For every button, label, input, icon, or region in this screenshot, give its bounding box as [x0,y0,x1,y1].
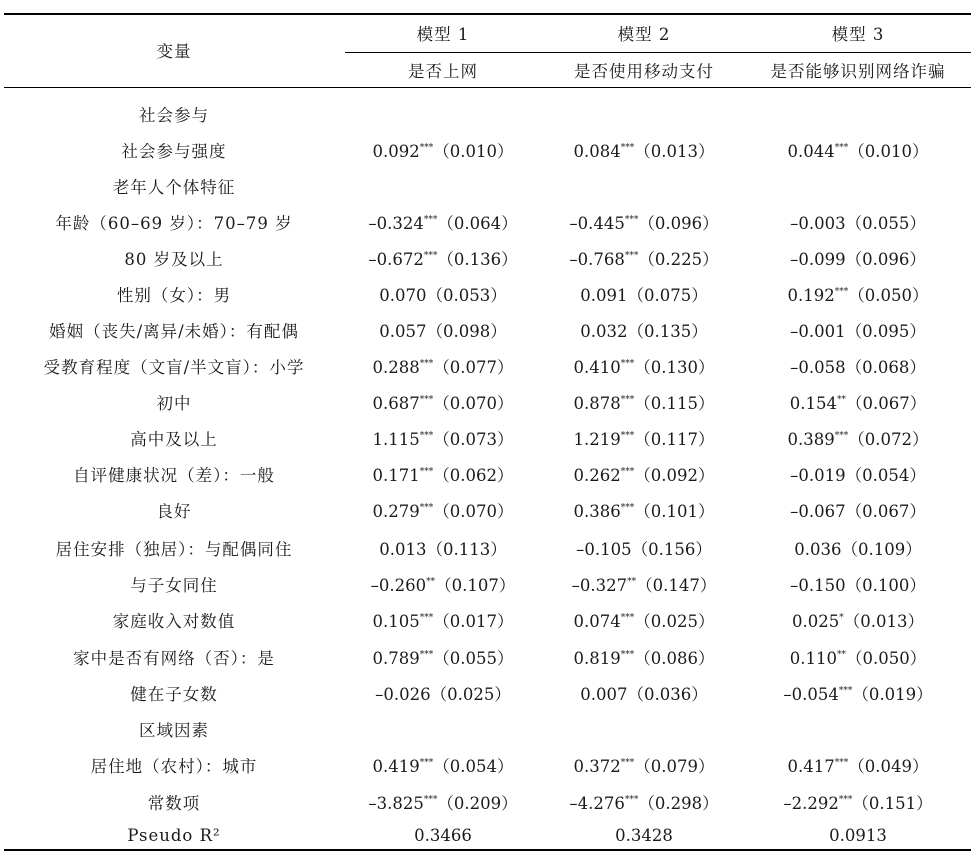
variable-label: 社会参与 [139,106,209,125]
standard-error: （0.109） [841,540,922,559]
significance-stars: *** [419,503,434,513]
model-1-value [373,498,514,522]
standard-error: （0.135） [627,322,708,341]
coefficient: 0.288 [372,358,420,377]
standard-error: （0.156） [631,540,712,559]
variable-label: 健在子女数 [130,685,218,704]
model-1-value [379,318,507,342]
model-3-subtitle: 是否能够识别网络诈骗 [770,62,946,81]
model-3-value [792,608,924,632]
table-row [0,238,975,274]
standard-error: （0.086） [634,649,715,668]
significance-stars: *** [419,143,434,153]
model-2-value [615,826,673,845]
significance-stars: *** [419,758,434,768]
variable-label: 受教育程度（文盲/半文盲）：小学 [43,358,305,377]
standard-error: （0.070） [433,502,514,521]
coefficient: –0.324 [368,214,424,233]
model-1-value [373,645,514,669]
standard-error: （0.075） [627,286,708,305]
variable-label: 与子女同住 [130,576,218,595]
coefficient: –2.292 [783,794,839,813]
standard-error: （0.072） [848,430,929,449]
model-1-value [368,210,517,234]
variable-label: 自评健康状况（差）：一般 [73,466,275,485]
significance-stars: *** [620,758,635,768]
model-3-value [788,282,929,306]
model-2-value [574,390,715,414]
standard-error: （0.010） [433,142,514,161]
standard-error: （0.092） [634,466,715,485]
standard-error: （0.062） [433,466,514,485]
table-row [0,600,975,636]
model-3-header: 模型 3 [831,25,885,44]
standard-error: （0.113） [426,540,507,559]
model-3-value [829,826,887,845]
coefficient: –0.260 [370,576,427,595]
coefficient: 0.789 [372,649,420,668]
significance-stars: *** [834,758,849,768]
model-1-value [373,462,514,486]
coefficient: 0.013 [379,540,427,559]
standard-error: （0.067） [846,394,927,413]
variable-header: 变量 [156,42,192,61]
standard-error: （0.098） [426,322,507,341]
coefficient: 0.3466 [414,826,472,845]
significance-stars: *** [838,686,853,696]
coefficient: 0.074 [573,612,621,631]
table-row [0,673,975,709]
coefficient: 1.219 [573,430,621,449]
model-2-header: 模型 2 [617,25,671,44]
standard-error: （0.054） [433,757,514,776]
standard-error: （0.049） [848,757,929,776]
coefficient: 0.025 [792,612,840,631]
coefficient: –4.276 [569,794,625,813]
variable-label: 初中 [156,394,192,413]
variable-label: 居住安排（独居）：与配偶同住 [55,540,293,559]
significance-stars: ** [837,395,846,405]
coefficient: –0.327 [571,576,628,595]
standard-error: （0.054） [845,466,926,485]
model-2-subtitle: 是否使用移动支付 [574,62,714,81]
coefficient: 0.687 [372,394,420,413]
significance-stars: *** [838,795,853,805]
coefficient: 0.057 [379,322,427,341]
model-3-value [788,138,929,162]
significance-stars: *** [423,215,438,225]
model-3-value [788,753,929,777]
significance-stars: *** [624,215,639,225]
variable-label: 家中是否有网络（否）：是 [73,649,275,668]
model-1-subtitle: 是否上网 [408,62,478,81]
model-3-value [790,246,926,270]
standard-error: （0.100） [845,576,926,595]
variable-label: 家庭收入对数值 [112,612,236,631]
table-row [0,346,975,382]
significance-stars: *** [419,613,434,623]
model-2-value [574,608,715,632]
standard-error: （0.095） [845,322,926,341]
coefficient: 0.154 [789,394,837,413]
standard-error: （0.151） [852,794,933,813]
coefficient: 0.092 [372,142,420,161]
model-3-value [788,426,929,450]
coefficient: –0.054 [783,685,839,704]
model-2-value [576,536,712,560]
coefficient: –0.768 [569,250,625,269]
coefficient: 0.084 [573,142,621,161]
table-row [0,418,975,454]
model-1-value [379,282,507,306]
significance-stars: *** [834,143,849,153]
coefficient: 0.007 [580,685,628,704]
model-1-value [368,790,517,814]
model-1-value [371,572,516,596]
model-1-value [373,608,514,632]
standard-error: （0.050） [846,649,927,668]
significance-stars: *** [419,431,434,441]
standard-error: （0.053） [426,286,507,305]
table-row [0,782,975,818]
coefficient: 0.878 [573,394,621,413]
significance-stars: *** [620,613,635,623]
standard-error: （0.064） [437,214,518,233]
table-row [0,310,975,346]
significance-stars: *** [423,795,438,805]
variable-label: Pseudo R² [127,826,221,845]
significance-stars: ** [627,577,637,587]
significance-stars: *** [419,467,434,477]
model-1-value [373,354,514,378]
coefficient: 0.070 [379,286,427,305]
model-3-value [794,536,922,560]
significance-stars: *** [620,503,635,513]
model-2-value [574,462,715,486]
model-3-value [790,390,927,414]
table-row [0,454,975,490]
table-row [0,528,975,564]
standard-error: （0.073） [433,430,514,449]
table-top-rule [4,13,971,15]
model-3-value [790,498,926,522]
model-3-value [790,210,926,234]
model-3-value [790,354,926,378]
model-3-value [790,645,927,669]
model-1-value [373,426,514,450]
significance-stars: *** [620,395,635,405]
coefficient: 0.262 [573,466,621,485]
table-row [0,637,975,673]
standard-error: （0.101） [634,502,715,521]
significance-stars: *** [620,467,635,477]
standard-error: （0.036） [627,685,708,704]
coefficient: 0.091 [580,286,628,305]
model-2-value [574,753,715,777]
model-1-header: 模型 1 [416,25,470,44]
table-row [0,490,975,526]
coefficient: 0.032 [580,322,628,341]
standard-error: （0.225） [638,250,719,269]
significance-stars: ** [426,577,436,587]
standard-error: （0.077） [433,358,514,377]
coefficient: 0.3428 [615,826,673,845]
coefficient: –0.445 [569,214,625,233]
variable-label: 社会参与强度 [121,142,227,161]
table-row [0,564,975,600]
standard-error: （0.096） [638,214,719,233]
model-2-value [580,318,708,342]
standard-error: （0.068） [845,358,926,377]
standard-error: （0.117） [634,430,715,449]
coefficient: 0.372 [573,757,621,776]
table-row [0,202,975,238]
model-2-value [574,645,715,669]
model-3-value [790,572,926,596]
table-row [0,745,975,781]
variable-label: 性别（女）：男 [116,286,232,305]
coefficient: –3.825 [368,794,424,813]
variable-label: 常数项 [147,794,201,813]
variable-label: 年龄（60–69 岁）：70–79 岁 [55,214,293,233]
coefficient: –0.026 [375,685,431,704]
model-2-value [574,426,715,450]
standard-error: （0.070） [433,394,514,413]
model-3-value [790,462,926,486]
coefficient: 0.171 [372,466,420,485]
coefficient: 0.279 [372,502,420,521]
table-row [0,818,975,854]
standard-error: （0.298） [638,794,719,813]
coefficient: 0.044 [787,142,835,161]
header-bottom-rule [4,87,971,88]
model-2-value [574,354,715,378]
variable-label: 婚姻（丧失/离异/未婚）：有配偶 [49,322,299,341]
significance-stars: *** [620,650,635,660]
coefficient: 0.110 [789,649,837,668]
variable-label: 高中及以上 [130,430,218,449]
table-row [0,274,975,310]
model-1-value [379,536,507,560]
model-1-value [414,826,472,845]
standard-error: （0.013） [634,142,715,161]
coefficient: 0.386 [573,502,621,521]
variable-label: 良好 [156,502,192,521]
model-2-value [572,572,717,596]
standard-error: （0.019） [852,685,933,704]
model-2-value [574,138,715,162]
standard-error: （0.025） [634,612,715,631]
variable-label: 居住地（农村）：城市 [90,757,258,776]
model-2-value [580,282,708,306]
model-2-value [574,498,715,522]
significance-stars: ** [837,650,846,660]
standard-error: （0.147） [636,576,717,595]
significance-stars: *** [624,795,639,805]
standard-error: （0.010） [848,142,929,161]
model-3-value [783,790,932,814]
table-row [0,382,975,418]
coefficient: 0.192 [787,286,835,305]
variable-label: 80 岁及以上 [124,250,224,269]
significance-stars: *** [419,359,434,369]
standard-error: （0.025） [430,685,511,704]
standard-error: （0.107） [435,576,516,595]
model-1-value [373,390,514,414]
standard-error: （0.209） [437,794,518,813]
coefficient: –0.019 [790,466,846,485]
table-row [0,166,975,202]
model-1-value [373,138,514,162]
coefficient: –0.003 [790,214,846,233]
standard-error: （0.050） [848,286,929,305]
coefficient: 0.410 [573,358,621,377]
standard-error: （0.096） [845,250,926,269]
coefficient: 0.389 [787,430,835,449]
standard-error: （0.055） [845,214,926,233]
coefficient: 0.036 [794,540,842,559]
coefficient: –0.067 [790,502,846,521]
standard-error: （0.013） [843,612,924,631]
significance-stars: *** [834,287,849,297]
coefficient: –0.672 [368,250,424,269]
coefficient: –0.001 [790,322,846,341]
coefficient: –0.150 [790,576,846,595]
significance-stars: *** [419,650,434,660]
coefficient: 0.419 [372,757,420,776]
model-2-value [569,210,718,234]
standard-error: （0.067） [845,502,926,521]
table-row [0,709,975,745]
standard-error: （0.055） [433,649,514,668]
standard-error: （0.017） [433,612,514,631]
coefficient: 0.417 [787,757,835,776]
significance-stars: *** [423,251,438,261]
model-1-value [373,753,514,777]
significance-stars: *** [419,395,434,405]
variable-label: 老年人个体特征 [112,178,236,197]
variable-label: 区域因素 [139,721,209,740]
standard-error: （0.115） [634,394,715,413]
model-1-value [368,246,517,270]
significance-stars: *** [624,251,639,261]
model-2-value [569,790,718,814]
significance-stars: *** [620,359,635,369]
coefficient: –0.058 [790,358,846,377]
model-1-value [375,681,511,705]
standard-error: （0.079） [634,757,715,776]
model-3-value [783,681,932,705]
standard-error: （0.130） [634,358,715,377]
model-2-value [569,246,718,270]
table-row [0,94,975,130]
coefficient: 1.115 [372,430,420,449]
coefficient: –0.105 [576,540,632,559]
significance-stars: *** [620,143,635,153]
coefficient: 0.819 [573,649,621,668]
model-3-value [790,318,926,342]
table-row [0,130,975,166]
header-sub-rule [345,52,971,53]
coefficient: 0.105 [372,612,420,631]
significance-stars: *** [834,431,849,441]
significance-stars: *** [620,431,635,441]
significance-stars: * [839,613,844,623]
coefficient: 0.0913 [829,826,887,845]
model-2-value [580,681,708,705]
standard-error: （0.136） [437,250,518,269]
coefficient: –0.099 [790,250,846,269]
